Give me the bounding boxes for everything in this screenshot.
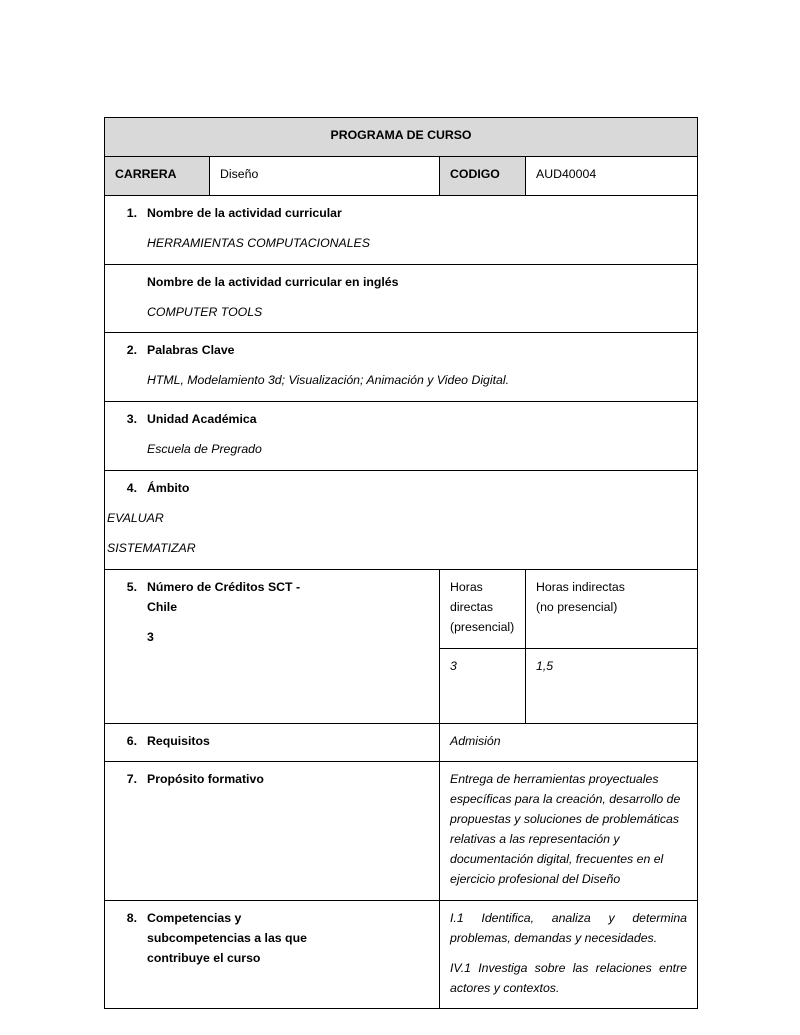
section-label: Palabras Clave <box>147 343 235 358</box>
table-row-unidad-academica <box>105 402 698 471</box>
horas-indirectas-line2: (no presencial) <box>536 599 618 614</box>
section-nombre-ingles <box>105 264 698 333</box>
section-number <box>115 273 137 293</box>
competencias-label-line3: contribuye el curso <box>147 950 261 965</box>
section-heading <box>115 732 429 752</box>
section-heading <box>115 909 429 969</box>
competencias-label-line2: subcompetencias a las que <box>147 930 307 945</box>
ambito-value-sistematizar: SISTEMATIZAR <box>107 540 196 555</box>
table-row-creditos-headers <box>105 569 698 648</box>
competencias-label-line1: Competencias y <box>147 910 242 925</box>
section-number: 5. <box>126 579 137 594</box>
table-row-carrera <box>105 156 698 195</box>
competencias-value-p1: I.1 Identifica, analiza y determina problemas, demandas y necesidades. <box>450 910 688 945</box>
section-heading <box>115 273 687 293</box>
section-label: Ámbito <box>147 481 190 496</box>
table-row-proposito <box>105 762 698 900</box>
section-label: Nombre de la actividad curricular en inglés <box>147 274 399 289</box>
horas-indirectas-value: 1,5 <box>526 648 698 723</box>
section-label: Propósito formativo <box>147 772 264 787</box>
competencias-value-p2: IV.1 Investiga sobre las relaciones entre actores y contextos. <box>450 960 688 995</box>
competencias-value <box>440 900 698 1009</box>
section-label <box>147 578 429 618</box>
section-unidad-academica <box>105 402 698 471</box>
section-value: HTML, Modelamiento 3d; Visualización; Animación y Video Digital. <box>147 373 510 388</box>
programa-de-curso-table <box>104 117 698 1009</box>
section-label: Requisitos <box>147 733 210 748</box>
codigo-value: AUD40004 <box>526 156 698 195</box>
creditos-label-line1: Número de Créditos SCT - <box>147 579 301 594</box>
section-competencias <box>105 900 440 1009</box>
section-heading <box>115 341 687 361</box>
horas-indirectas-line1: Horas indirectas <box>536 579 625 594</box>
carrera-label: CARRERA <box>105 156 210 195</box>
table-row-nombre-actividad <box>105 195 698 264</box>
table-row-competencias <box>105 900 698 1009</box>
creditos-label-line2: Chile <box>147 599 178 614</box>
table-row-palabras-clave <box>105 333 698 402</box>
horas-directas-line2: (presencial) <box>450 619 515 634</box>
section-heading <box>115 770 429 790</box>
table-row-title <box>105 118 698 157</box>
horas-directas-line1: Horas directas <box>450 579 494 614</box>
section-value: HERRAMIENTAS COMPUTACIONALES <box>147 235 370 250</box>
requisitos-value: Admisión <box>440 723 698 762</box>
section-palabras-clave <box>105 333 698 402</box>
section-ambito <box>105 471 698 570</box>
ambito-value-evaluar: EVALUAR <box>107 510 164 525</box>
section-nombre-actividad <box>105 195 698 264</box>
section-label <box>147 909 429 969</box>
section-heading <box>115 410 687 430</box>
section-number: 2. <box>126 343 137 358</box>
section-requisitos <box>105 723 440 762</box>
codigo-label: CODIGO <box>440 156 526 195</box>
section-label: Nombre de la actividad curricular <box>147 205 342 220</box>
section-value: COMPUTER TOOLS <box>147 304 263 319</box>
section-value: Escuela de Pregrado <box>147 442 262 457</box>
proposito-value: Entrega de herramientas proyectuales específicas para la creación, desarrollo de propuestas y soluciones de problemáticas relativas a las representación y documentación digital, frecuentes en el ejercicio profesional del Diseño <box>440 762 698 900</box>
section-number: 6. <box>126 733 137 748</box>
section-number: 4. <box>126 481 137 496</box>
table-row-requisitos <box>105 723 698 762</box>
table-row-nombre-ingles <box>105 264 698 333</box>
horas-directas-value: 3 <box>440 648 526 723</box>
section-heading <box>115 479 687 499</box>
section-heading <box>115 578 429 618</box>
section-number: 8. <box>126 910 137 925</box>
section-number: 3. <box>126 412 137 427</box>
horas-directas-header <box>440 569 526 648</box>
section-number: 7. <box>126 772 137 787</box>
section-proposito <box>105 762 440 900</box>
section-label: Unidad Académica <box>147 412 257 427</box>
page-title: PROGRAMA DE CURSO <box>105 118 698 157</box>
section-creditos <box>105 569 440 723</box>
table-row-ambito <box>105 471 698 570</box>
section-heading <box>115 204 687 224</box>
horas-indirectas-header <box>526 569 698 648</box>
creditos-value: 3 <box>147 629 154 644</box>
carrera-value: Diseño <box>210 156 440 195</box>
section-number: 1. <box>126 205 137 220</box>
